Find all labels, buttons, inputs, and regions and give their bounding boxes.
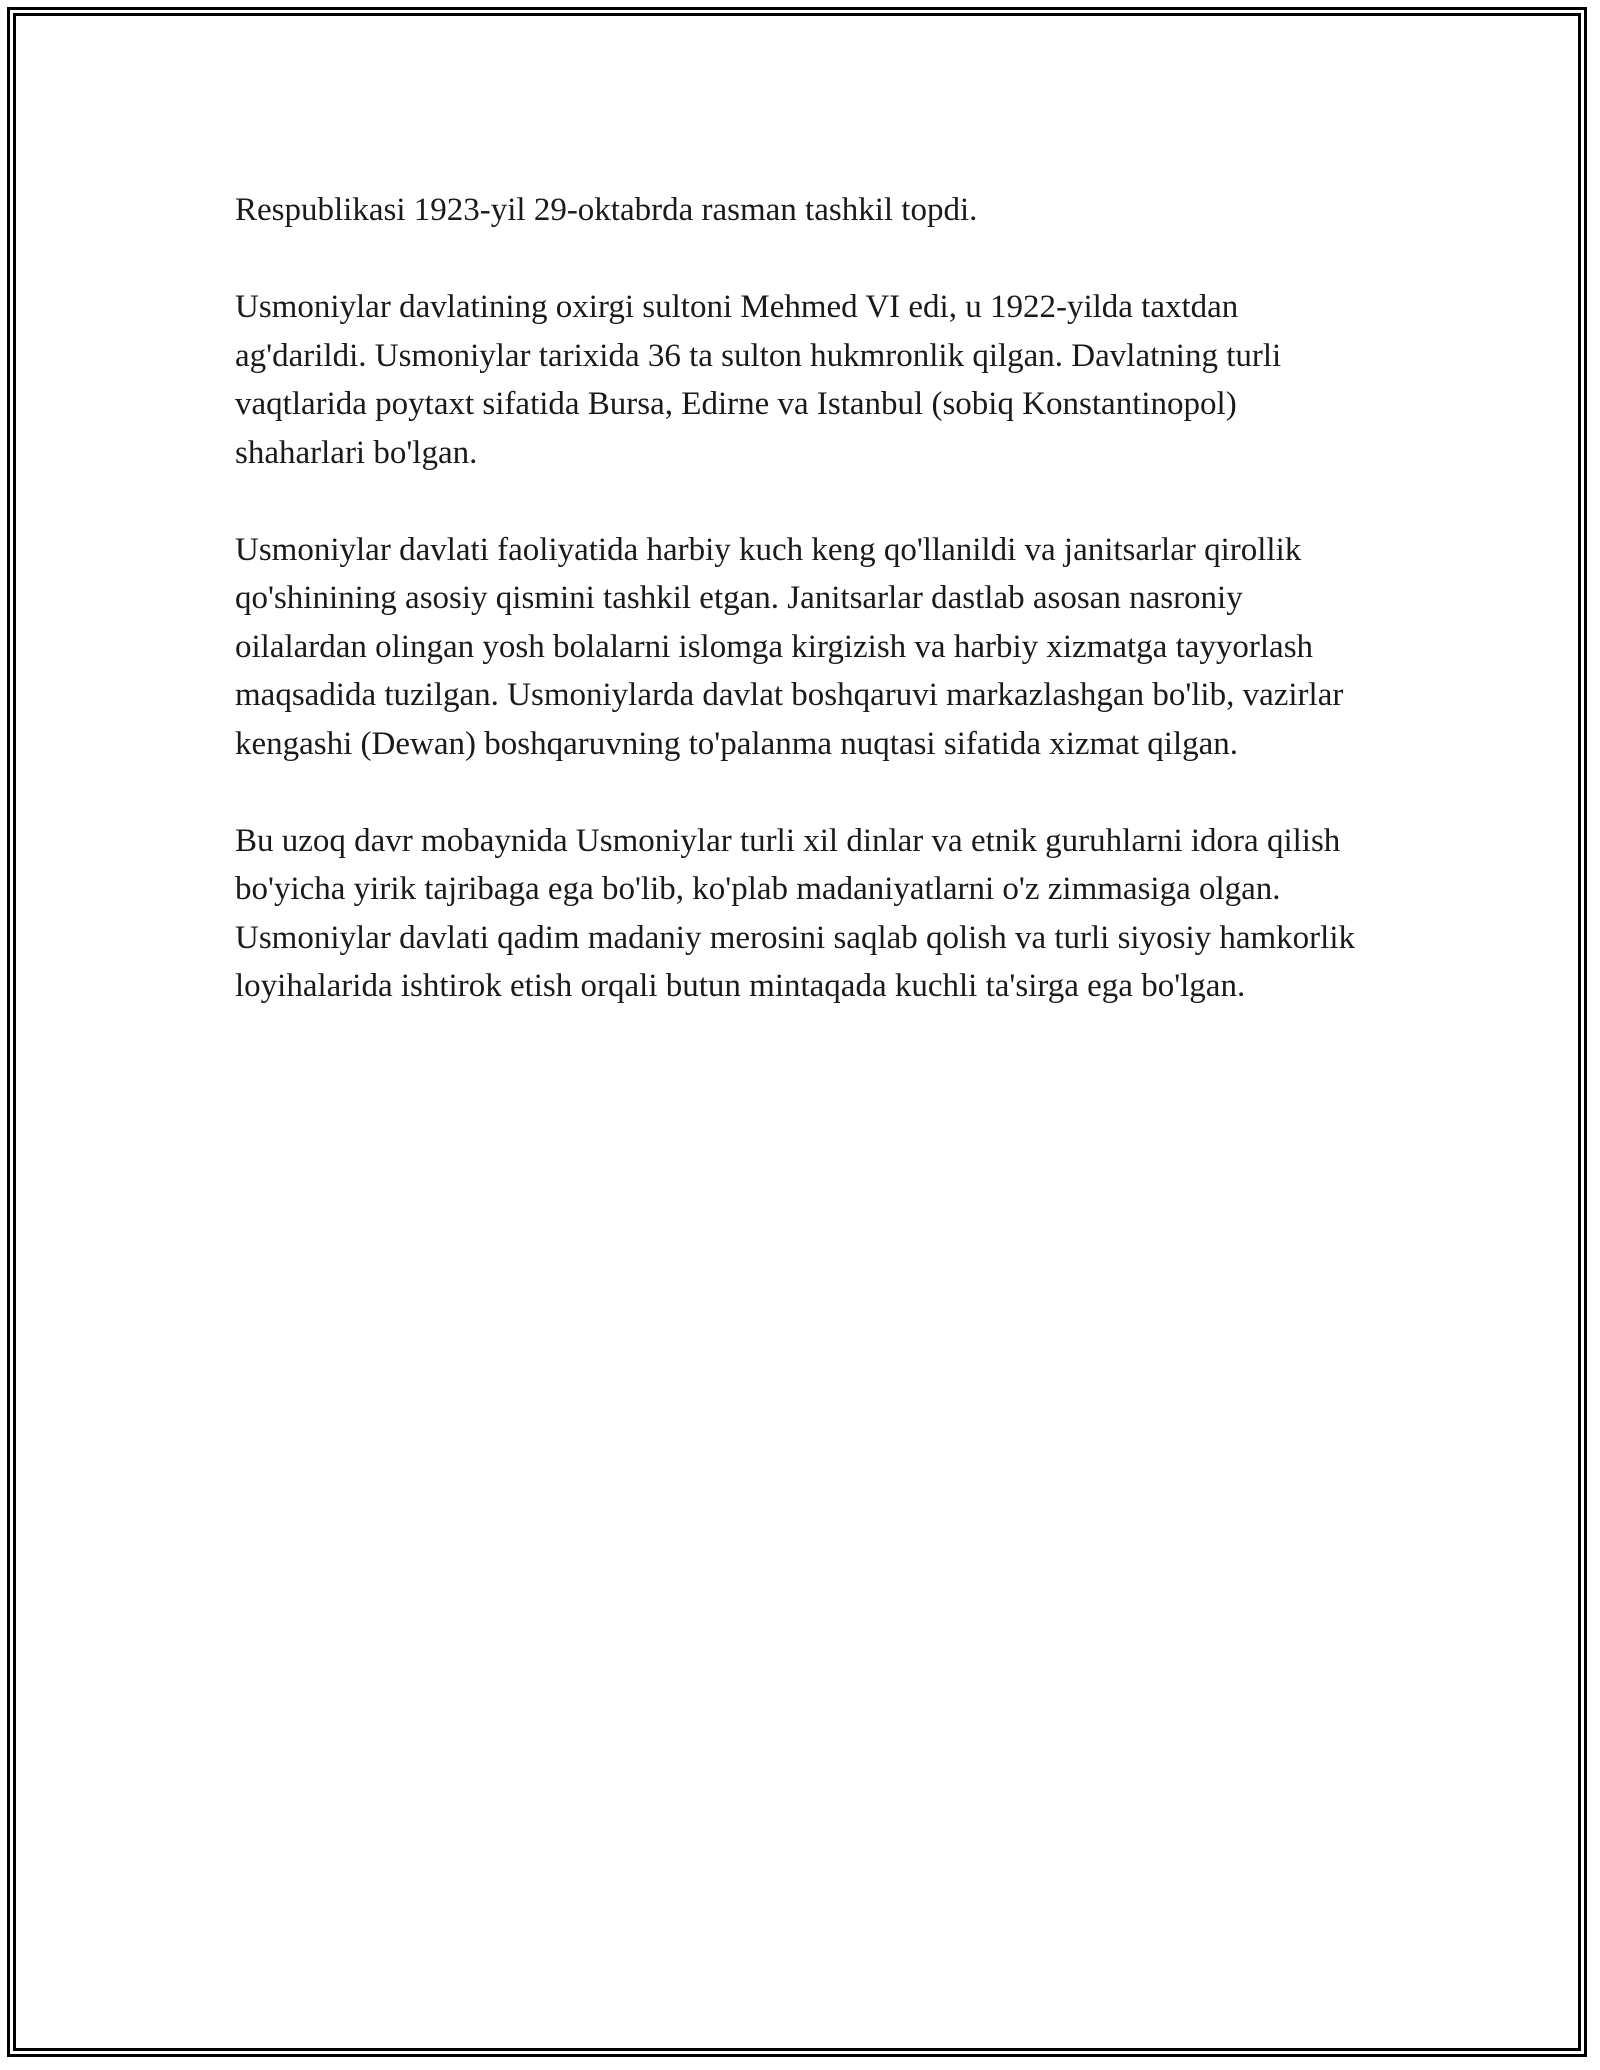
paragraph-1: Respublikasi 1923-yil 29-oktabrda rasman tashkil topdi.	[235, 192, 978, 228]
paragraph-4: Bu uzoq davr mobaynida Usmoniylar turli xil dinlar va etnik guruhlarni idora qilish bo'yicha yirik tajribaga ega bo'lib, ko'plab madaniyatlarni o'z zimmasiga olgan. Usmoniylar davlati qadim madaniy merosini saqlab qolish va turli siyosiy hamkorlik loyihalarida ishtirok etish orqali butun mintaqada kuchli ta'sirga ega bo'lgan.	[235, 822, 1356, 1004]
paragraph-3: Usmoniylar davlati faoliyatida harbiy kuch keng qo'llanildi va janitsarlar qirollik qo'shinining asosiy qismini tashkil etgan. Janitsarlar dastlab asosan nasroniy oilalardan olingan yosh bolalarni islomga kirgizish va harbiy xizmatga tayyorlash maqsadida tuzilgan. Usmoniylarda davlat boshqaruvi markazlashgan bo'lib, vazirlar kengashi (Dewan) boshqaruvning to'palanma nuqtasi sifatida xizmat qilgan.	[235, 531, 1344, 762]
paragraph-2: Usmoniylar davlatining oxirgi sultoni Mehmed VI edi, u 1922-yilda taxtdan ag'darildi. Usmoniylar tarixida 36 ta sulton hukmronlik qilgan. Davlatning turli vaqtlarida poytaxt sifatida Bursa, Edirne va Istanbul (sobiq Konstantinopol) shaharlari bo'lgan.	[235, 289, 1282, 471]
document-body	[235, 186, 1375, 1059]
